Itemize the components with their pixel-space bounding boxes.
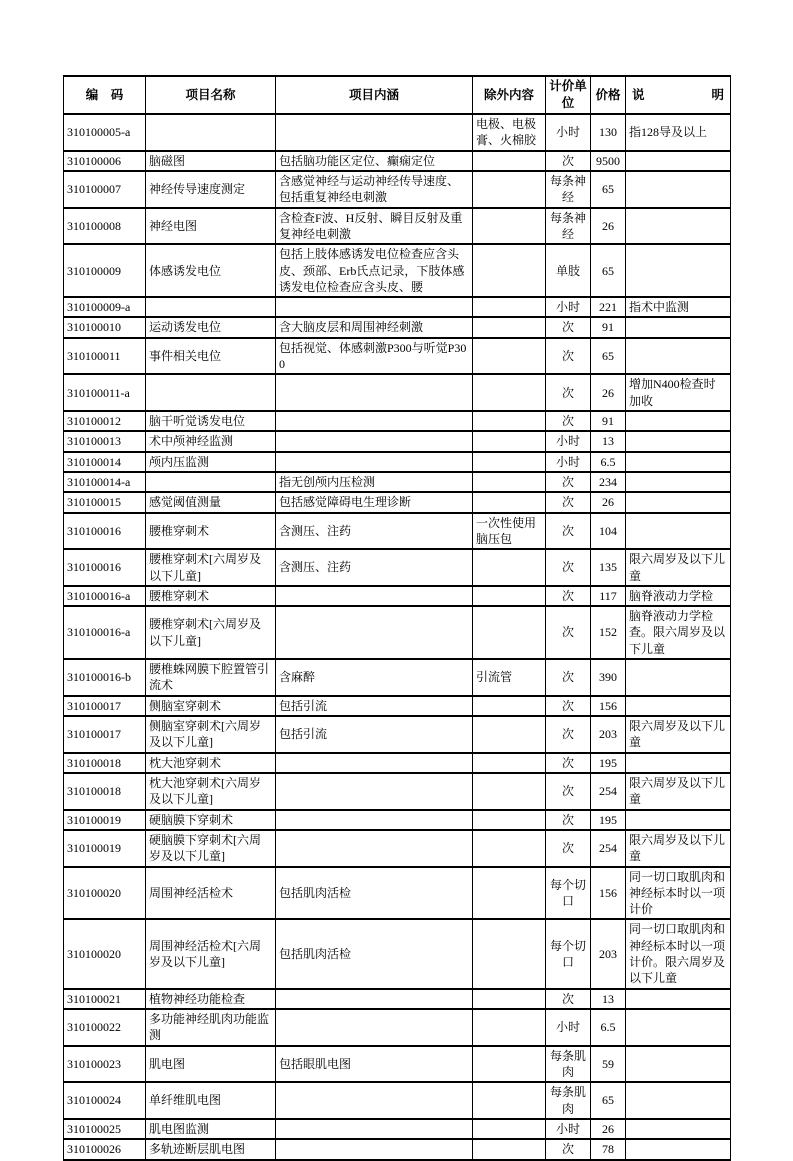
cell-content — [276, 989, 473, 1009]
cell-unit: 次 — [546, 696, 591, 716]
cell-content: 指无创颅内压检测 — [276, 472, 473, 492]
cell-excluded — [473, 208, 546, 245]
cell-excluded — [473, 151, 546, 171]
table-row — [64, 753, 731, 773]
cell-code: 310100019 — [64, 830, 146, 867]
table-row — [64, 1009, 731, 1046]
table-row — [64, 374, 731, 411]
cell-price: 59 — [591, 1046, 626, 1083]
cell-content: 含大脑皮层和周围神经刺激 — [276, 317, 473, 337]
cell-unit: 小时 — [546, 297, 591, 317]
cell-excluded — [473, 317, 546, 337]
cell-price: 221 — [591, 297, 626, 317]
cell-name: 肌电图 — [146, 1046, 276, 1083]
cell-unit: 每条神经 — [546, 171, 591, 208]
col-header-excluded: 除外内容 — [473, 76, 546, 114]
cell-content: 包括肌肉活检 — [276, 919, 473, 988]
cell-unit: 次 — [546, 989, 591, 1009]
cell-price: 156 — [591, 867, 626, 920]
cell-excluded: 引流管 — [473, 659, 546, 696]
cell-code: 310100009 — [64, 244, 146, 297]
cell-note: 增加N400检查时加收 — [626, 374, 731, 411]
cell-note: 同一切口取肌肉和神经标本时以一项计价 — [626, 867, 731, 920]
cell-content — [276, 374, 473, 411]
cell-excluded — [473, 244, 546, 297]
cell-unit: 小时 — [546, 114, 591, 151]
cell-excluded — [473, 753, 546, 773]
cell-excluded — [473, 1046, 546, 1083]
cell-unit: 单肢 — [546, 244, 591, 297]
cell-name: 腰椎穿刺术[六周岁及以下儿童] — [146, 549, 276, 586]
cell-note — [626, 411, 731, 431]
cell-price: 104 — [591, 513, 626, 550]
cell-price: 65 — [591, 244, 626, 297]
cell-code: 310100011-a — [64, 374, 146, 411]
table-row — [64, 716, 731, 753]
cell-unit: 每条肌肉 — [546, 1082, 591, 1119]
col-header-content: 项目内涵 — [276, 76, 473, 114]
cell-price: 65 — [591, 338, 626, 375]
cell-code: 310100012 — [64, 411, 146, 431]
cell-name: 感觉阈值测量 — [146, 492, 276, 512]
cell-excluded — [473, 989, 546, 1009]
cell-excluded — [473, 919, 546, 988]
col-header-price: 价格 — [591, 76, 626, 114]
cell-note — [626, 513, 731, 550]
cell-unit: 次 — [546, 472, 591, 492]
medical-price-table — [63, 75, 731, 1161]
cell-content — [276, 606, 473, 659]
cell-content: 包括肌肉活检 — [276, 867, 473, 920]
cell-unit: 小时 — [546, 431, 591, 451]
cell-code: 310100020 — [64, 919, 146, 988]
cell-content: 含测压、注药 — [276, 513, 473, 550]
table-row — [64, 1046, 731, 1083]
cell-note — [626, 753, 731, 773]
cell-excluded — [473, 606, 546, 659]
cell-name: 硬脑膜下穿刺术 — [146, 810, 276, 830]
cell-content — [276, 452, 473, 472]
cell-unit: 每个切口 — [546, 919, 591, 988]
cell-name: 术中颅神经监测 — [146, 431, 276, 451]
cell-excluded — [473, 867, 546, 920]
cell-code: 310100016-a — [64, 586, 146, 606]
cell-name: 体感诱发电位 — [146, 244, 276, 297]
table-row — [64, 151, 731, 171]
cell-name: 神经传导速度测定 — [146, 171, 276, 208]
table-row — [64, 244, 731, 297]
table-row — [64, 606, 731, 659]
cell-price: 390 — [591, 659, 626, 696]
cell-unit: 次 — [546, 513, 591, 550]
cell-price: 195 — [591, 753, 626, 773]
cell-name: 颅内压监测 — [146, 452, 276, 472]
cell-unit: 次 — [546, 659, 591, 696]
cell-name: 运动诱发电位 — [146, 317, 276, 337]
cell-unit: 次 — [546, 753, 591, 773]
cell-content: 含测压、注药 — [276, 549, 473, 586]
table-row — [64, 810, 731, 830]
cell-content: 包括上肢体感诱发电位检查应含头皮、颈部、Erb氏点记录，下肢体感诱发电位检查应含头皮、腰 — [276, 244, 473, 297]
cell-name: 多轨迹断层肌电图 — [146, 1139, 276, 1159]
cell-price: 9500 — [591, 151, 626, 171]
cell-note — [626, 492, 731, 512]
cell-price: 6.5 — [591, 452, 626, 472]
cell-price: 26 — [591, 492, 626, 512]
cell-unit: 次 — [546, 773, 591, 810]
cell-note: 同一切口取肌肉和神经标本时以一项计价。限六周岁及以下儿童 — [626, 919, 731, 988]
cell-price: 130 — [591, 114, 626, 151]
cell-name: 侧脑室穿刺术 — [146, 696, 276, 716]
cell-price: 203 — [591, 919, 626, 988]
cell-price: 6.5 — [591, 1009, 626, 1046]
cell-content: 包括引流 — [276, 716, 473, 753]
cell-note — [626, 810, 731, 830]
cell-name: 肌电图监测 — [146, 1119, 276, 1139]
cell-excluded — [473, 1139, 546, 1159]
cell-content: 包括眼肌电图 — [276, 1046, 473, 1083]
table-row — [64, 114, 731, 151]
cell-content — [276, 810, 473, 830]
cell-content — [276, 753, 473, 773]
table-row — [64, 431, 731, 451]
cell-unit: 次 — [546, 606, 591, 659]
col-header-unit: 计价单位 — [546, 76, 591, 114]
header-row — [64, 76, 731, 114]
cell-content — [276, 830, 473, 867]
cell-price: 254 — [591, 773, 626, 810]
cell-content — [276, 411, 473, 431]
cell-unit: 每个切口 — [546, 867, 591, 920]
cell-content: 含检查F波、H反射、瞬目反射及重复神经电刺激 — [276, 208, 473, 245]
table-body — [64, 114, 731, 1160]
col-header-name: 项目名称 — [146, 76, 276, 114]
cell-note: 限六周岁及以下儿童 — [626, 830, 731, 867]
cell-note: 指术中监测 — [626, 297, 731, 317]
cell-content: 包括视觉、体感刺激P300与听觉P300 — [276, 338, 473, 375]
cell-note: 限六周岁及以下儿童 — [626, 773, 731, 810]
cell-name: 周围神经活检术[六周岁及以下儿童] — [146, 919, 276, 988]
cell-code: 310100025 — [64, 1119, 146, 1139]
table-row — [64, 989, 731, 1009]
table-row — [64, 549, 731, 586]
cell-excluded — [473, 549, 546, 586]
cell-price: 65 — [591, 171, 626, 208]
cell-price: 65 — [591, 1082, 626, 1119]
table-row — [64, 1139, 731, 1159]
cell-code: 310100010 — [64, 317, 146, 337]
table-row — [64, 919, 731, 988]
cell-content: 包括脑功能区定位、癫痫定位 — [276, 151, 473, 171]
cell-code: 310100016-a — [64, 606, 146, 659]
cell-code: 310100011 — [64, 338, 146, 375]
cell-code: 310100014-a — [64, 472, 146, 492]
cell-price: 13 — [591, 431, 626, 451]
cell-note — [626, 244, 731, 297]
cell-price: 26 — [591, 1119, 626, 1139]
cell-unit: 次 — [546, 492, 591, 512]
cell-code: 310100016 — [64, 513, 146, 550]
cell-content — [276, 297, 473, 317]
cell-price: 156 — [591, 696, 626, 716]
cell-price: 78 — [591, 1139, 626, 1159]
table-row — [64, 773, 731, 810]
cell-price: 91 — [591, 317, 626, 337]
cell-excluded — [473, 810, 546, 830]
cell-name: 多功能神经肌肉功能监测 — [146, 1009, 276, 1046]
cell-content: 含麻醉 — [276, 659, 473, 696]
cell-unit: 次 — [546, 716, 591, 753]
cell-unit: 次 — [546, 317, 591, 337]
table-row — [64, 317, 731, 337]
cell-code: 310100005-a — [64, 114, 146, 151]
cell-unit: 次 — [546, 151, 591, 171]
cell-excluded — [473, 1009, 546, 1046]
cell-code: 310100008 — [64, 208, 146, 245]
table-row — [64, 1082, 731, 1119]
cell-unit: 次 — [546, 374, 591, 411]
table-row — [64, 171, 731, 208]
cell-code: 310100013 — [64, 431, 146, 451]
cell-note — [626, 317, 731, 337]
cell-code: 310100019 — [64, 810, 146, 830]
cell-unit: 每条肌肉 — [546, 1046, 591, 1083]
cell-name: 单纤维肌电图 — [146, 1082, 276, 1119]
cell-excluded — [473, 830, 546, 867]
table-row — [64, 659, 731, 696]
cell-name: 脑干听觉诱发电位 — [146, 411, 276, 431]
cell-unit: 次 — [546, 549, 591, 586]
cell-code: 310100023 — [64, 1046, 146, 1083]
cell-price: 26 — [591, 208, 626, 245]
cell-note — [626, 1046, 731, 1083]
table-row — [64, 472, 731, 492]
cell-unit: 次 — [546, 1139, 591, 1159]
cell-excluded — [473, 773, 546, 810]
cell-excluded — [473, 696, 546, 716]
table-row — [64, 297, 731, 317]
cell-excluded — [473, 338, 546, 375]
cell-code: 310100020 — [64, 867, 146, 920]
cell-unit: 次 — [546, 338, 591, 375]
cell-unit: 小时 — [546, 452, 591, 472]
cell-name: 枕大池穿刺术[六周岁及以下儿童] — [146, 773, 276, 810]
cell-price: 254 — [591, 830, 626, 867]
cell-name — [146, 472, 276, 492]
cell-note — [626, 472, 731, 492]
cell-code: 310100016 — [64, 549, 146, 586]
cell-code: 310100018 — [64, 773, 146, 810]
cell-content — [276, 1139, 473, 1159]
cell-code: 310100022 — [64, 1009, 146, 1046]
cell-price: 203 — [591, 716, 626, 753]
cell-code: 310100017 — [64, 716, 146, 753]
cell-excluded: 一次性使用脑压包 — [473, 513, 546, 550]
cell-note — [626, 452, 731, 472]
cell-unit: 小时 — [546, 1119, 591, 1139]
cell-unit: 次 — [546, 810, 591, 830]
table-row — [64, 411, 731, 431]
cell-unit: 次 — [546, 830, 591, 867]
cell-code: 310100018 — [64, 753, 146, 773]
cell-excluded — [473, 431, 546, 451]
cell-price: 152 — [591, 606, 626, 659]
cell-code: 310100026 — [64, 1139, 146, 1159]
cell-price: 117 — [591, 586, 626, 606]
cell-excluded — [473, 411, 546, 431]
cell-excluded — [473, 452, 546, 472]
cell-code: 310100006 — [64, 151, 146, 171]
cell-price: 234 — [591, 472, 626, 492]
cell-note — [626, 659, 731, 696]
cell-price: 195 — [591, 810, 626, 830]
table-row — [64, 208, 731, 245]
cell-content — [276, 114, 473, 151]
cell-excluded — [473, 472, 546, 492]
cell-excluded — [473, 716, 546, 753]
cell-name: 枕大池穿刺术 — [146, 753, 276, 773]
cell-name: 腰椎穿刺术 — [146, 513, 276, 550]
table-row — [64, 867, 731, 920]
col-header-code: 编 码 — [64, 76, 146, 114]
cell-name: 侧脑室穿刺术[六周岁及以下儿童] — [146, 716, 276, 753]
cell-excluded — [473, 586, 546, 606]
cell-content: 含感觉神经与运动神经传导速度、包括重复神经电刺激 — [276, 171, 473, 208]
cell-unit: 次 — [546, 411, 591, 431]
cell-unit: 小时 — [546, 1009, 591, 1046]
table-row — [64, 452, 731, 472]
cell-name: 植物神经功能检查 — [146, 989, 276, 1009]
cell-price: 91 — [591, 411, 626, 431]
cell-unit: 次 — [546, 586, 591, 606]
cell-note — [626, 171, 731, 208]
cell-price: 26 — [591, 374, 626, 411]
cell-note — [626, 1139, 731, 1159]
table-row — [64, 513, 731, 550]
cell-note — [626, 431, 731, 451]
cell-note: 限六周岁及以下儿童 — [626, 549, 731, 586]
cell-name: 腰椎穿刺术[六周岁及以下儿童] — [146, 606, 276, 659]
table-row — [64, 492, 731, 512]
cell-code: 310100015 — [64, 492, 146, 512]
cell-excluded — [473, 171, 546, 208]
cell-content: 包括感觉障碍电生理诊断 — [276, 492, 473, 512]
cell-content — [276, 431, 473, 451]
cell-name: 腰椎蛛网膜下腔置管引流术 — [146, 659, 276, 696]
cell-name: 周围神经活检术 — [146, 867, 276, 920]
cell-note — [626, 989, 731, 1009]
cell-note: 脑脊液动力学检 — [626, 586, 731, 606]
cell-price: 13 — [591, 989, 626, 1009]
cell-excluded — [473, 1082, 546, 1119]
cell-name — [146, 297, 276, 317]
table-row — [64, 696, 731, 716]
cell-name: 腰椎穿刺术 — [146, 586, 276, 606]
cell-code: 310100017 — [64, 696, 146, 716]
cell-code: 310100014 — [64, 452, 146, 472]
cell-code: 310100016-b — [64, 659, 146, 696]
cell-note — [626, 338, 731, 375]
cell-content — [276, 1009, 473, 1046]
cell-note — [626, 1082, 731, 1119]
cell-content — [276, 586, 473, 606]
cell-name — [146, 114, 276, 151]
cell-name: 硬脑膜下穿刺术[六周岁及以下儿童] — [146, 830, 276, 867]
cell-excluded — [473, 297, 546, 317]
cell-code: 310100007 — [64, 171, 146, 208]
cell-code: 310100024 — [64, 1082, 146, 1119]
cell-content — [276, 773, 473, 810]
cell-price: 135 — [591, 549, 626, 586]
cell-content: 包括引流 — [276, 696, 473, 716]
table-row — [64, 338, 731, 375]
cell-code: 310100021 — [64, 989, 146, 1009]
cell-content — [276, 1082, 473, 1119]
cell-note: 限六周岁及以下儿童 — [626, 716, 731, 753]
cell-name: 脑磁图 — [146, 151, 276, 171]
cell-unit: 每条神经 — [546, 208, 591, 245]
cell-note — [626, 208, 731, 245]
cell-excluded — [473, 374, 546, 411]
cell-note — [626, 1009, 731, 1046]
col-header-note: 说 明 — [626, 76, 731, 114]
cell-name: 事件相关电位 — [146, 338, 276, 375]
cell-note — [626, 696, 731, 716]
cell-note — [626, 151, 731, 171]
cell-note: 脑脊液动力学检查。限六周岁及以下儿童 — [626, 606, 731, 659]
cell-code: 310100009-a — [64, 297, 146, 317]
cell-excluded: 电极、电极膏、火棉胶 — [473, 114, 546, 151]
table-row — [64, 586, 731, 606]
cell-excluded — [473, 492, 546, 512]
cell-note: 指128导及以上 — [626, 114, 731, 151]
cell-name: 神经电图 — [146, 208, 276, 245]
cell-name — [146, 374, 276, 411]
table-row — [64, 830, 731, 867]
